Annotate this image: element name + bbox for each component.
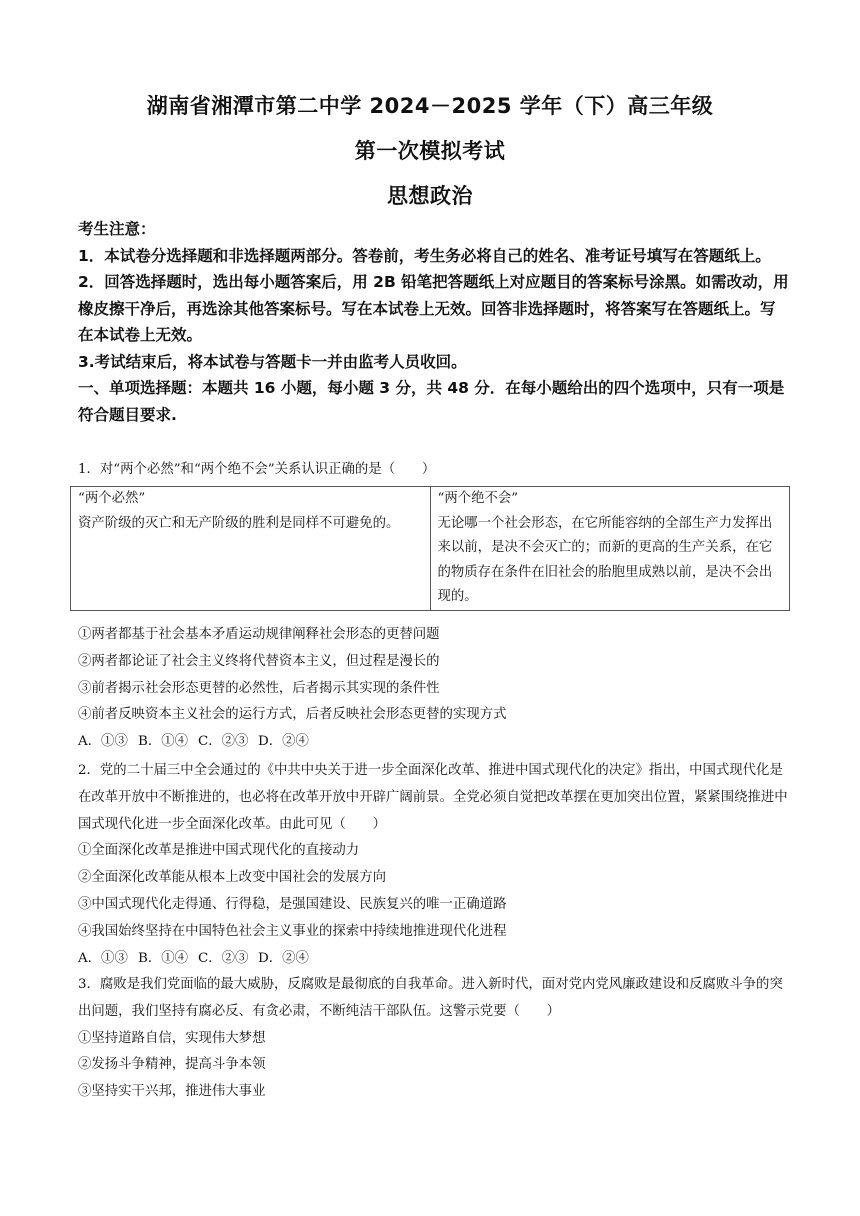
question-1-stem-block: [78, 457, 790, 484]
notice-item-2: 2．回答选择题时，选出每小题答案后，用 2B 铅笔把答题纸上对应题目的答案标号涂黑。如需改动，用橡皮擦干净后，再选涂其他答案标号。写在本试卷上无效。回答非选择题时，将答案写在答题纸上。写在本试卷上无效。: [78, 273, 789, 344]
choice-a: A．①③: [78, 734, 128, 750]
exam-subject: 思想政治: [387, 184, 473, 208]
question-3-stem: 3．腐败是我们党面临的最大威胁，反腐败是最彻底的自我革命。进入新时代，面对党内党风廉政建设和反腐败斗争的突出问题，我们坚持有腐必反、有贪必肃，不断纯洁干部队伍。这警示党要（ ）: [78, 977, 783, 1019]
question-2: [78, 758, 790, 972]
notice-item-3: 3.考试结束后，将本试卷与答题卡一并由监考人员收回。: [78, 352, 467, 371]
table-cell-right: [430, 487, 790, 611]
section-heading: 一、单项选择题：本题共 16 小题，每小题 3 分，共 48 分．在每小题给出的四个选项中，只有一项是符合题目要求.: [78, 379, 785, 424]
choice-d: D．②④: [258, 734, 309, 750]
exam-title: 湖南省湘潭市第二中学 2024－2025 学年（下）高三年级: [146, 94, 714, 118]
question-2-stem: 2．党的二十届三中全会通过的《中共中央关于进一步全面深化改革、推进中国式现代化的决定》指出，中国式现代化是在改革开放中不断推进的，也必将在改革开放中开辟广阔前景。全党必须自觉把改革摆在更加突出位置，紧紧围绕推进中国式现代化进一步全面深化改革。由此可见（ ）: [78, 763, 788, 832]
option-statement: ②全面深化改革能从根本上改变中国社会的发展方向: [78, 870, 386, 886]
option-statement: ③坚持实干兴邦，推进伟大事业: [78, 1084, 266, 1100]
choice-c: C．②③: [198, 734, 249, 750]
choice-a: A．①③: [78, 950, 128, 966]
comparison-table: [70, 486, 790, 611]
option-statement: ③前者揭示社会形态更替的必然性，后者揭示其实现的条件性: [78, 680, 440, 696]
choice-b: B．①④: [138, 950, 189, 966]
notice-heading: 考生注意：: [78, 220, 156, 238]
option-statement: ④我国始终坚持在中国特色社会主义事业的探索中持续地推进现代化进程: [78, 923, 507, 939]
answer-choices: [78, 729, 790, 756]
table-right-body: 无论哪一个社会形态，在它所能容纳的全部生产力发挥出来以前，是决不会灭亡的；而新的更高的生产关系，在它的物质存在条件在旧社会的胎胞里成熟以前，是决不会出现的。: [437, 515, 773, 604]
option-statement: ④前者反映资本主义社会的运行方式，后者反映社会形态更替的实现方式: [78, 707, 507, 723]
notice-block: [78, 216, 790, 428]
table-left-heading: “两个必然”: [78, 491, 146, 506]
question-3: [78, 972, 790, 1106]
table-cell-left: [71, 487, 431, 611]
choice-c: C．②③: [198, 950, 249, 966]
choice-b: B．①④: [138, 734, 189, 750]
option-statement: ③中国式现代化走得通、行得稳，是强国建设、民族复兴的唯一正确道路: [78, 896, 507, 912]
option-statement: ②两者都论证了社会主义终将代替资本主义，但过程是漫长的: [78, 653, 440, 669]
option-statement: ①坚持道路自信，实现伟大梦想: [78, 1030, 266, 1046]
table-right-heading: “两个绝不会”: [437, 491, 519, 506]
answer-choices: [78, 946, 790, 973]
choice-d: D．②④: [258, 950, 309, 966]
option-statement: ①全面深化改革是推进中国式现代化的直接动力: [78, 843, 360, 859]
notice-item-1: 1．本试卷分选择题和非选择题两部分。答卷前，考生务必将自己的姓名、准考证号填写在答题纸上。: [78, 246, 771, 265]
option-statement: ①两者都基于社会基本矛盾运动规律阐释社会形态的更替问题: [78, 627, 440, 642]
question-1-stem: 1．对“两个必然”和“两个绝不会”关系认识正确的是（ ）: [78, 462, 436, 477]
table-left-body: 资产阶级的灭亡和无产阶级的胜利是同样不可避免的。: [78, 515, 400, 531]
option-statement: ②发扬斗争精神，提高斗争本领: [78, 1057, 266, 1073]
exam-subtitle: 第一次模拟考试: [354, 139, 506, 163]
question-1-options: [78, 622, 790, 756]
